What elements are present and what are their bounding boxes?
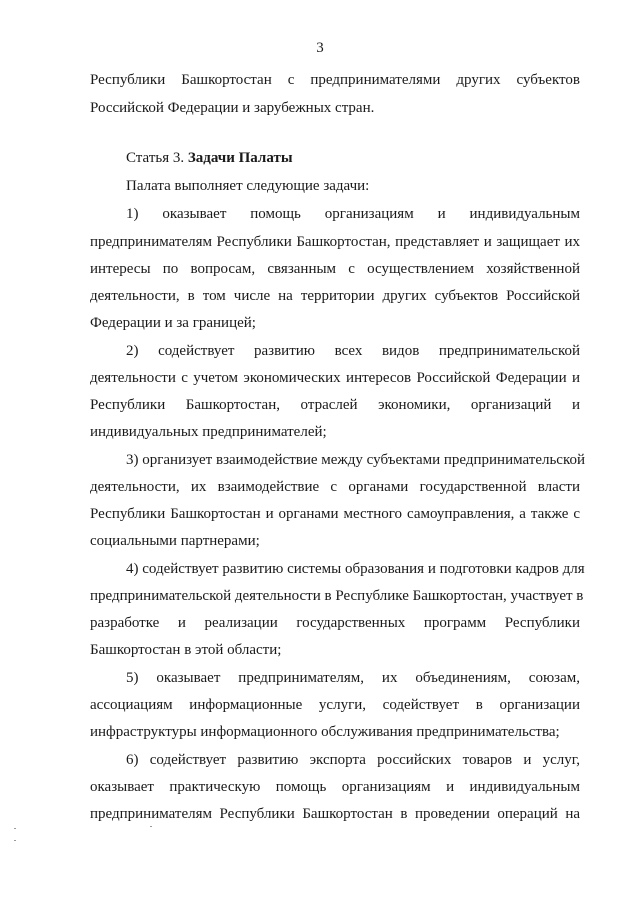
text-line: деятельности, их взаимодействие с органами государственной власти [90, 479, 580, 495]
text-line: социальными партнерами; [90, 533, 260, 549]
text-line: разработке и реализации государственных программ Республики [90, 615, 580, 631]
text-line: оказывает практическую помощь организациям и индивидуальным [90, 779, 580, 795]
text-line: инфраструктуры информационного обслуживания предпринимательства; [90, 724, 560, 740]
text-line: Башкортостан в этой области; [90, 642, 282, 658]
list-item-3: 3) организует взаимодействие между субъектами предпринимательской [126, 452, 586, 468]
article-number: Статья 3. [126, 150, 188, 166]
list-item-6: 6) содействует развитию экспорта российских товаров и услуг, [126, 752, 580, 768]
article-title: Задачи Палаты [187, 150, 293, 166]
text-line: Палата выполняет следующие задачи: [126, 178, 370, 194]
scan-speck [14, 828, 16, 829]
text-line: деятельности, в том числе на территории других субъектов Российской [90, 288, 580, 304]
text-line: Республики Башкортостан, отраслей экономики, организаций и [90, 397, 580, 413]
text-line: предпринимателям Республики Башкортостан в проведении операций на [90, 806, 580, 822]
text-line: индивидуальных предпринимателей; [90, 424, 327, 440]
text-line: предпринимателям Республики Башкортостан, представляет и защищает их [90, 234, 580, 250]
text-line: Федерации и за границей; [90, 315, 256, 331]
list-item-2: 2) содействует развитию всех видов предпринимательской [126, 343, 580, 359]
list-item-1: 1) оказывает помощь организациям и индивидуальным [126, 206, 580, 222]
article-heading [126, 148, 616, 168]
list-item-4: 4) содействует развитию системы образования и подготовки кадров для [126, 561, 585, 577]
text-line: деятельности с учетом экономических интересов Российской Федерации и [90, 370, 580, 386]
text-line: интересы по вопросам, связанным с осуществлением хозяйственной [90, 261, 580, 277]
list-item-5: 5) оказывает предпринимателям, их объединениям, союзам, [126, 670, 580, 686]
scan-speck [14, 840, 16, 841]
text-line: ассоциациям информационные услуги, содействует в организации [90, 697, 580, 713]
text-line: Российской Федерации и зарубежных стран. [90, 100, 375, 116]
text-line: Республики Башкортостан и органами местного самоуправления, а также с [90, 506, 580, 522]
text-line: Республики Башкортостан с предпринимателями других субъектов [90, 72, 580, 88]
scan-speck [150, 826, 152, 827]
text-line: предпринимательской деятельности в Республике Башкортостан, участвует в [90, 588, 584, 604]
page-number: 3 [316, 40, 324, 56]
